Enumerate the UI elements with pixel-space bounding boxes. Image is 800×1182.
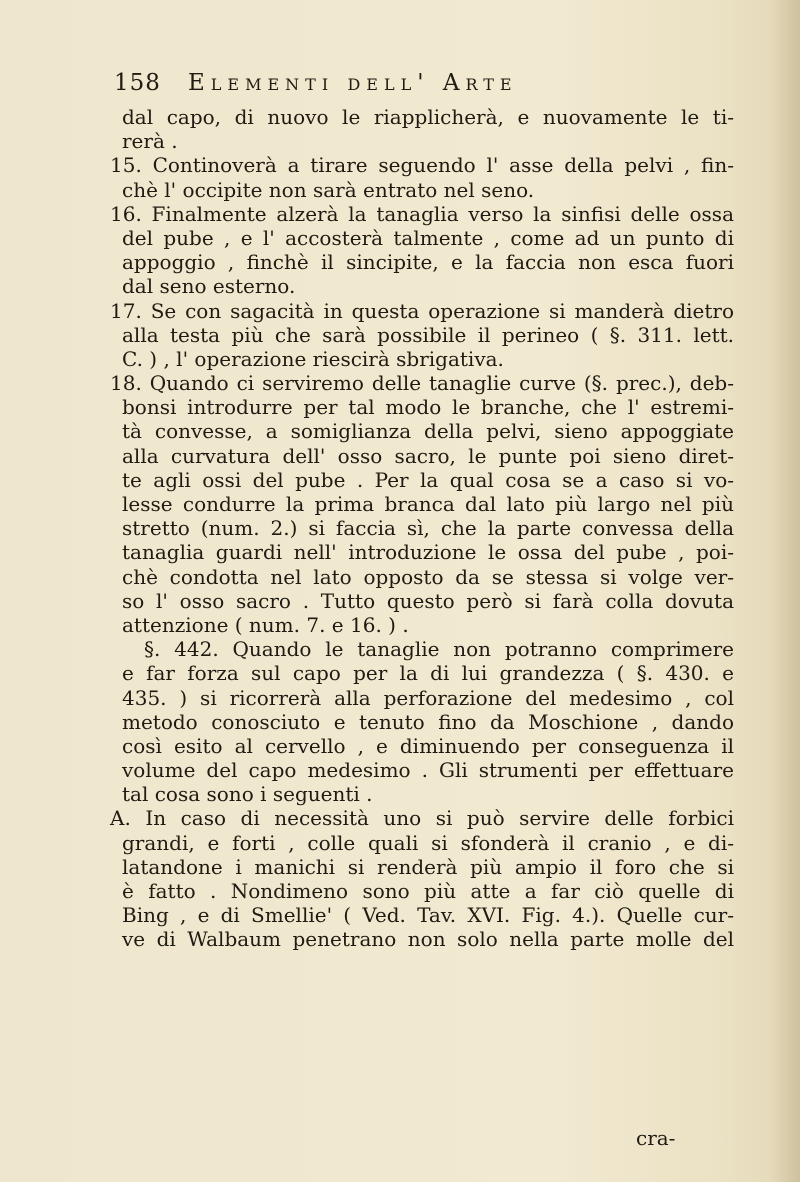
text-line: §. 442. Quando le tanaglie non potranno comprimere xyxy=(144,637,734,662)
text-line: lesse condurre la prima branca dal lato più largo nel più xyxy=(122,492,734,516)
page-edge-shadow xyxy=(770,0,800,1182)
text-line: e far forza sul capo per la di lui grandezza ( §. 430. e xyxy=(122,661,734,686)
text-line: appoggio , finchè il sincipite, e la faccia non esca fuori xyxy=(122,250,734,275)
text-line: grandi, e forti , colle quali si sfonderà il cranio , e di- xyxy=(122,830,734,855)
text-line: dal seno esterno. xyxy=(122,274,296,299)
text-line: metodo conosciuto e tenuto fino da Moschione , dando xyxy=(122,709,734,734)
text-line: C. ) , l' operazione riescirà sbrigativa. xyxy=(122,346,504,371)
text-line: così esito al cervello , e diminuendo per conseguenza il xyxy=(122,733,734,758)
text-line: bonsi introdurre per tal modo le branche, che l' estremi- xyxy=(122,395,734,420)
text-line: rerà . xyxy=(122,129,178,154)
text-line: chè condotta nel lato opposto da se stessa si volge ver- xyxy=(122,564,734,589)
text-line: è fatto . Nondimeno sono più atte a far ciò quelle di xyxy=(122,879,734,903)
text-line: attenzione ( num. 7. e 16. ) . xyxy=(122,612,409,637)
text-line: latandone i manichi si renderà più ampio il foro che si xyxy=(122,854,734,879)
page-header xyxy=(114,70,714,96)
text-line: alla testa più che sarà possibile il perineo ( §. 311. lett. xyxy=(122,322,734,347)
text-line: chè l' occipite non sarà entrato nel seno. xyxy=(122,177,535,202)
body-text xyxy=(110,105,734,952)
catchword: cra- xyxy=(636,1126,676,1150)
text-line: te agli ossi del pube . Per la qual cosa se a caso si vo- xyxy=(122,467,734,492)
text-line: ve di Walbaum penetrano non solo nella parte molle del xyxy=(122,927,734,952)
text-line: 17. Se con sagacità in questa operazione si manderà dietro xyxy=(110,298,734,323)
text-line: del pube , e l' accosterà talmente , come ad un punto di xyxy=(122,225,734,250)
text-line: 18. Quando ci serviremo delle tanaglie curve (§. prec.), deb- xyxy=(110,371,734,396)
text-line: tanaglia guardi nell' introduzione le ossa del pube , poi- xyxy=(122,540,734,565)
text-line: Bing , e di Smellie' ( Ved. Tav. XVI. Fig. 4.). Quelle cur- xyxy=(122,903,734,928)
text-line: tal cosa sono i seguenti . xyxy=(122,782,373,807)
text-line: dal capo, di nuovo le riapplicherà, e nuovamente le ti- xyxy=(122,105,734,129)
text-line: volume del capo medesimo . Gli strumenti per effettuare xyxy=(122,758,734,783)
text-line: tà convesse, a somiglianza della pelvi, sieno appoggiate xyxy=(122,419,734,444)
text-line: so l' osso sacro . Tutto questo però si farà colla dovuta xyxy=(122,588,734,613)
running-title: Elementi dell' Arte xyxy=(188,70,518,96)
text-line: 435. ) si ricorrerà alla perforazione del medesimo , col xyxy=(122,685,734,710)
text-line: A. In caso di necessità uno si può servire delle forbici xyxy=(110,806,734,831)
page-number: 158 xyxy=(114,70,161,96)
text-line: alla curvatura dell' osso sacro, le punte poi sieno diret- xyxy=(122,443,734,468)
text-line: 16. Finalmente alzerà la tanaglia verso la sinfisi delle ossa xyxy=(110,201,734,226)
text-line: 15. Continoverà a tirare seguendo l' asse della pelvi , fin- xyxy=(110,153,734,178)
text-line: stretto (num. 2.) si faccia sì, che la parte convessa della xyxy=(122,516,734,541)
